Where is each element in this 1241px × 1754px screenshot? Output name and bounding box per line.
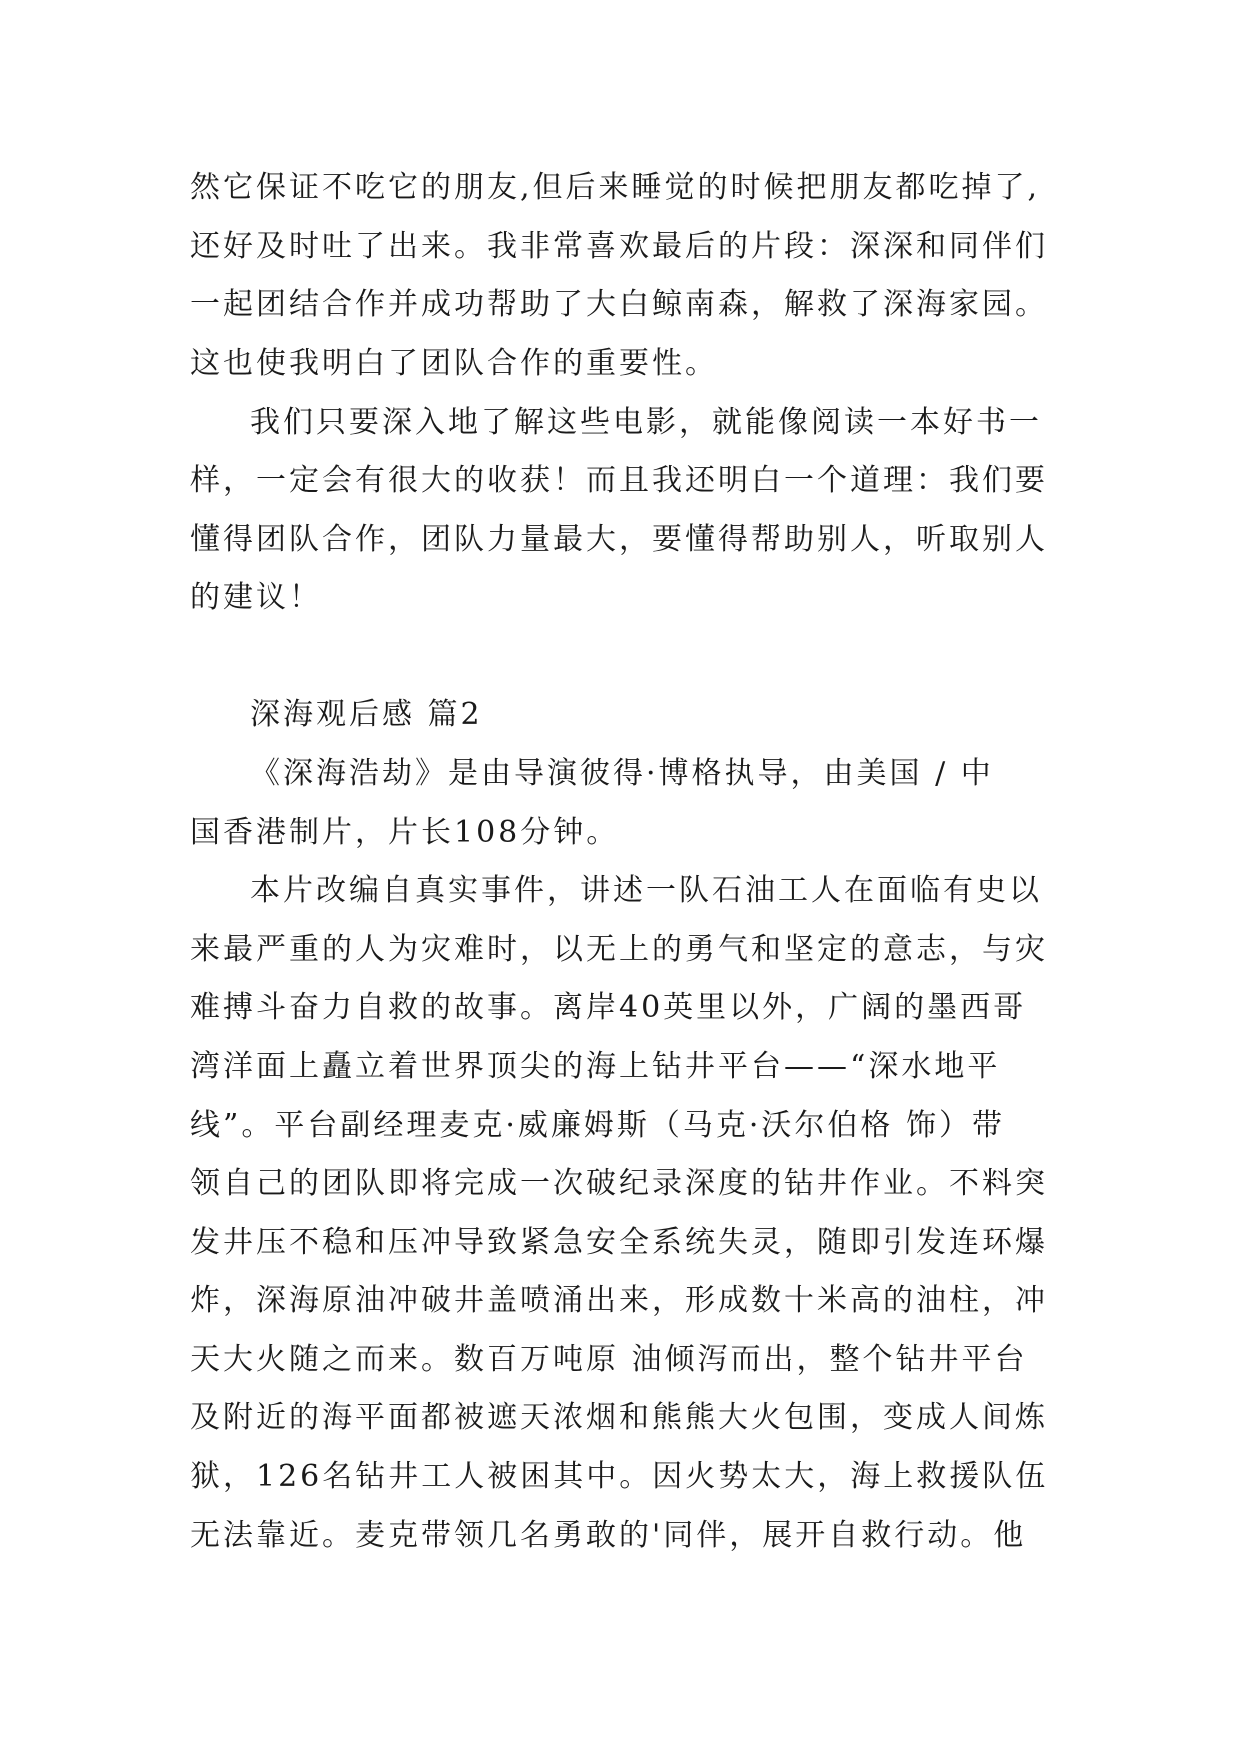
text-line: 国香港制片，片长108分钟。 — [190, 815, 620, 850]
text-line: 然它保证不吃它的朋友,但后来睡觉的时候把朋友都吃掉了, — [190, 170, 1041, 205]
text-line: 湾洋面上矗立着世界顶尖的海上钻井平台——“深水地平 — [190, 1049, 1001, 1084]
text-line: 样，一定会有很大的收获！而且我还明白一个道理：我们要 — [190, 463, 1048, 498]
text-line: 天大火随之而来。数百万吨原 油倾泻而出，整个钻井平台 — [190, 1342, 1028, 1377]
paragraph-first-line: 本片改编自真实事件，讲述一队石油工人在面临有史以 — [250, 873, 1042, 908]
text-line: 及附近的海平面都被遮天浓烟和熊熊大火包围，变成人间炼 — [190, 1400, 1048, 1435]
text-line: 懂得团队合作，团队力量最大，要懂得帮助别人，听取别人 — [190, 522, 1048, 557]
text-line: 还好及时吐了出来。我非常喜欢最后的片段：深深和同伴们 — [190, 229, 1048, 264]
text-line: 狱，126名钻井工人被困其中。因火势太大，海上救援队伍 — [190, 1459, 1049, 1494]
text-line: 的建议！ — [190, 580, 322, 615]
paragraph-first-line: 我们只要深入地了解这些电影，就能像阅读一本好书一 — [250, 405, 1042, 440]
paragraph-first-line: 《深海浩劫》是由导演彼得·博格执导，由美国 / 中 — [250, 756, 994, 791]
text-line: 这也使我明白了团队合作的重要性。 — [190, 346, 718, 381]
text-line: 发井压不稳和压冲导致紧急安全系统失灵，随即引发连环爆 — [190, 1225, 1048, 1260]
text-line: 一起团结合作并成功帮助了大白鲸南森，解救了深海家园。 — [190, 287, 1048, 322]
text-line: 来最严重的人为灾难时，以无上的勇气和坚定的意志，与灾 — [190, 932, 1048, 967]
section-heading: 深海观后感 篇2 — [250, 697, 483, 732]
text-line: 领自己的团队即将完成一次破纪录深度的钻井作业。不料突 — [190, 1166, 1048, 1201]
text-line: 线”。平台副经理麦克·威廉姆斯（马克·沃尔伯格 饰）带 — [190, 1108, 1005, 1143]
text-line: 无法靠近。麦克带领几名勇敢的'同伴，展开自救行动。他 — [190, 1518, 1027, 1553]
text-line: 难搏斗奋力自救的故事。离岸40英里以外，广阔的墨西哥 — [190, 990, 1027, 1025]
text-line: 炸，深海原油冲破井盖喷涌出来，形成数十米高的油柱，冲 — [190, 1283, 1048, 1318]
